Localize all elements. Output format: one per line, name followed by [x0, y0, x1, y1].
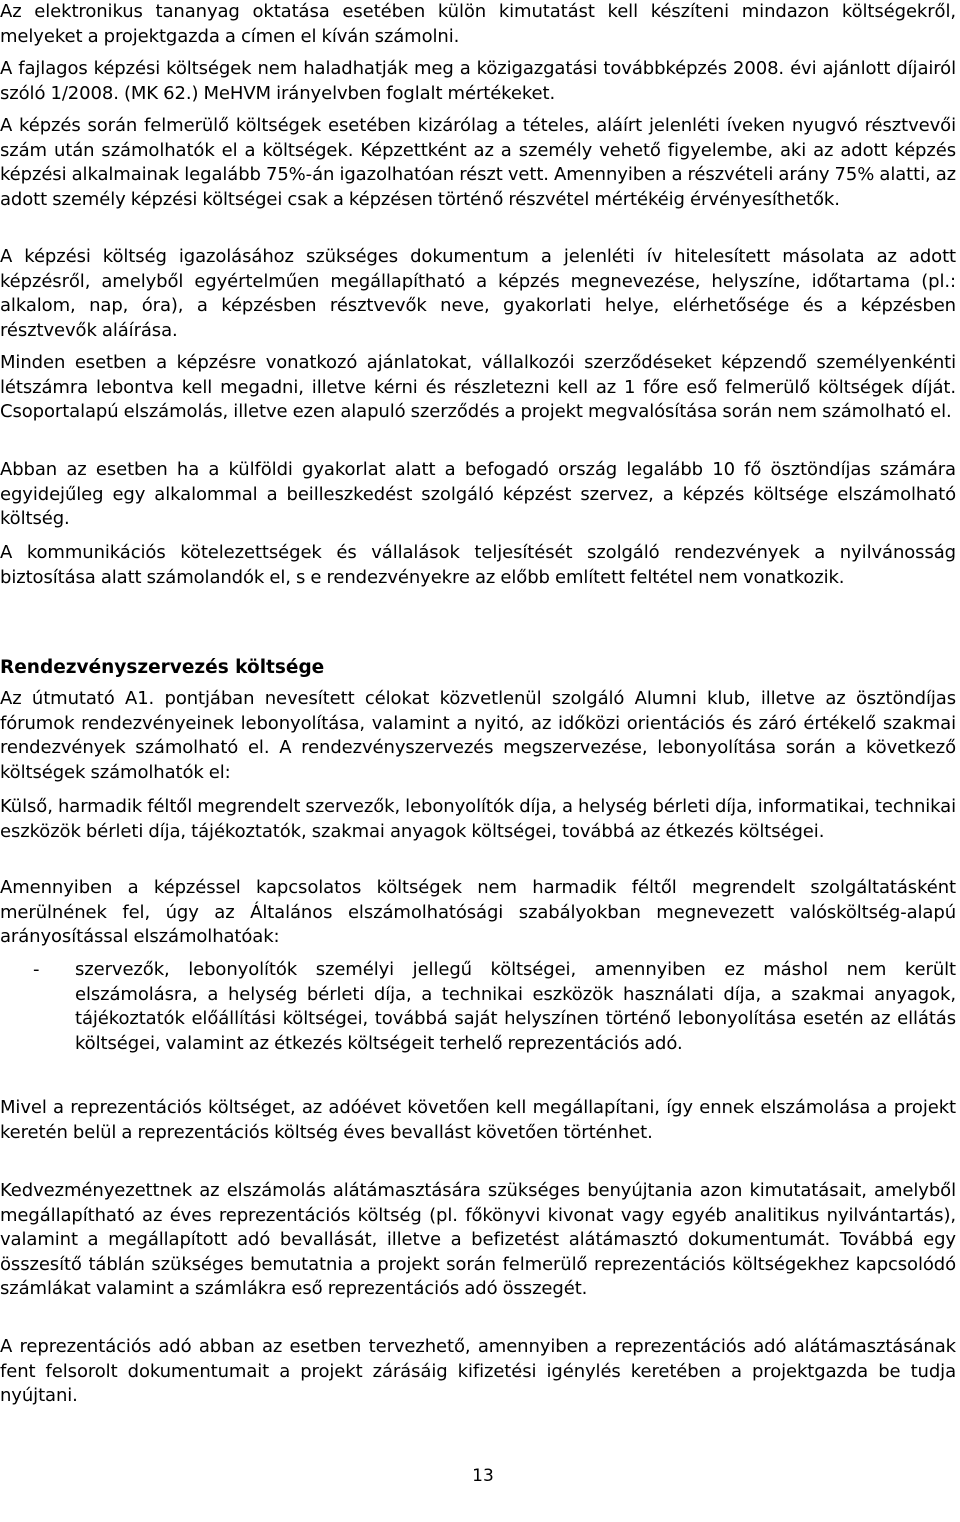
paragraph-alumni: Az útmutató A1. pontjában nevesített célokat közvetlenül szolgáló Alumni klub, illetve az ösztöndíjas fórumok rendezvényeinek lebonyolítása, valamint a nyitó, az időközi orientációs és záró értékelő szakmai rendezvények számolható el. A rendezvényszervezés megszervezése, lebonyolítása során a következő költségek számolhatók el: [0, 688, 956, 783]
paragraph-beneficiary: Kedvezményezettnek az elszámolás alátámasztására szükséges benyújtania azon kimutatásait, amelyből megállapítható az éves reprezentációs költség (pl. főkönyvi kivonat vagy egyéb analitikus nyilvántartás), valamint a megállapított adó bevallását, illetve a befizetést alátámasztó dokumentumát. Továbbá egy összesítő táblán szükséges bemutatnia a projekt során felmerülő reprezentációs költségekhez kapcsolódó számlákat valamint a számlákra eső reprezentációs adó összegét. [0, 1180, 956, 1300]
paragraph-unit-costs: A fajlagos képzési költségek nem haladhatják meg a közigazgatási továbbképzés 2008. évi ajánlott díjairól szóló 1/2008. (MK 62.) MeHVM irányelvben foglalt mértékeket. [0, 58, 956, 104]
paragraph-offers: Minden esetben a képzésre vonatkozó ajánlatokat, vállalkozói szerződéseket képzendő személyenkénti létszámra lebontva kell megadni, illetve kérni és részletezni kell az 1 főre eső felmerülő költségek díját. Csoportalapú elszámolás, illetve ezen alapuló szerződés a projekt megvalósítása során nem számolható el. [0, 352, 956, 423]
paragraph-verification: A képzési költség igazolásához szükséges dokumentum a jelenléti ív hitelesített másolata az adott képzésről, amelyből egyértelműen megállapítható a képzés megnevezése, helyszíne, időtartama (pl.: alkalom, nap, óra), a képzésben résztvevők neve, gyakorlati helye, elérhetősége és a képzésben résztvevők aláírása. [0, 246, 956, 341]
paragraph-representation-cost: Mivel a reprezentációs költséget, az adóévet követően kell megállapítani, így ennek elszámolása a projekt keretén belül a reprezentációs költség éves bevallást követően történhet. [0, 1097, 956, 1143]
list-bullet: - [33, 959, 40, 980]
paragraph-communication: A kommunikációs kötelezettségek és vállalások teljesítését szolgáló rendezvények a nyilvánosság biztosítása alatt számolandók el, s e rendezvényekre az előbb említett feltétel nem vonatkozik. [0, 542, 956, 588]
cost-list [0, 958, 956, 1056]
page-number: 13 [472, 1466, 494, 1486]
list-item [0, 958, 956, 1056]
paragraph-attendance: A képzés során felmerülő költségek esetében kizárólag a tételes, aláírt jelenléti íveken nyugvó résztvevői szám után számolhatók el a költségek. Képzettként az a személy vehető figyelembe, aki az adott képzés képzési alkalmainak legalább 75%-án igazolhatóan részt vett. Amennyiben a részvételi arány 75% alatti, az adott személy képzési költségei csak a képzésen történő részvétel mértékéig érvényesíthetők. [0, 115, 956, 210]
section-heading-event-organization: Rendezvényszervezés költsége [0, 657, 325, 678]
list-item-text: szervezők, lebonyolítók személyi jellegű költségei, amennyiben ez máshol nem került elszámolásra, a helység bérleti díja, a technikai eszközök használati díja, a szakmai anyagok, tájékoztatók előállítási költségei, továbbá saját helyszínen történő lebonyolítása esetén az ellátás költségei, valamint az étkezés költségeit terhelő reprezentációs adó. [75, 959, 956, 1054]
paragraph-real-cost: Amennyiben a képzéssel kapcsolatos költségek nem harmadik féltől megrendelt szolgáltatásként merülnének fel, úgy az Általános elszámolhatósági szabályokban megnevezett valósköltség-alapú arányosítással elszámolhatóak: [0, 877, 956, 948]
paragraph-external-organizers: Külső, harmadik féltől megrendelt szervezők, lebonyolítók díja, a helység bérleti díja, informatikai, technikai eszközök bérleti díja, tájékoztatók, szakmai anyagok költségei, továbbá az étkezés költségei. [0, 796, 956, 842]
paragraph-foreign-practice: Abban az esetben ha a külföldi gyakorlat alatt a befogadó ország legalább 10 fő ösztöndíjas számára egyidejűleg egy alkalommal a beilleszkedést szolgáló képzést szervez, a képzés költsége elszámolható költség. [0, 459, 956, 530]
paragraph-representation-tax: A reprezentációs adó abban az esetben tervezhető, amennyiben a reprezentációs adó alátámasztásának fent felsorolt dokumentumait a projekt zárásáig kifizetési igénylés keretében a projektgazda be tudja nyújtani. [0, 1336, 956, 1407]
paragraph-electronic-material: Az elektronikus tananyag oktatása esetében külön kimutatást kell készíteni mindazon költségekről, melyeket a projektgazda a címen el kíván számolni. [0, 1, 956, 47]
